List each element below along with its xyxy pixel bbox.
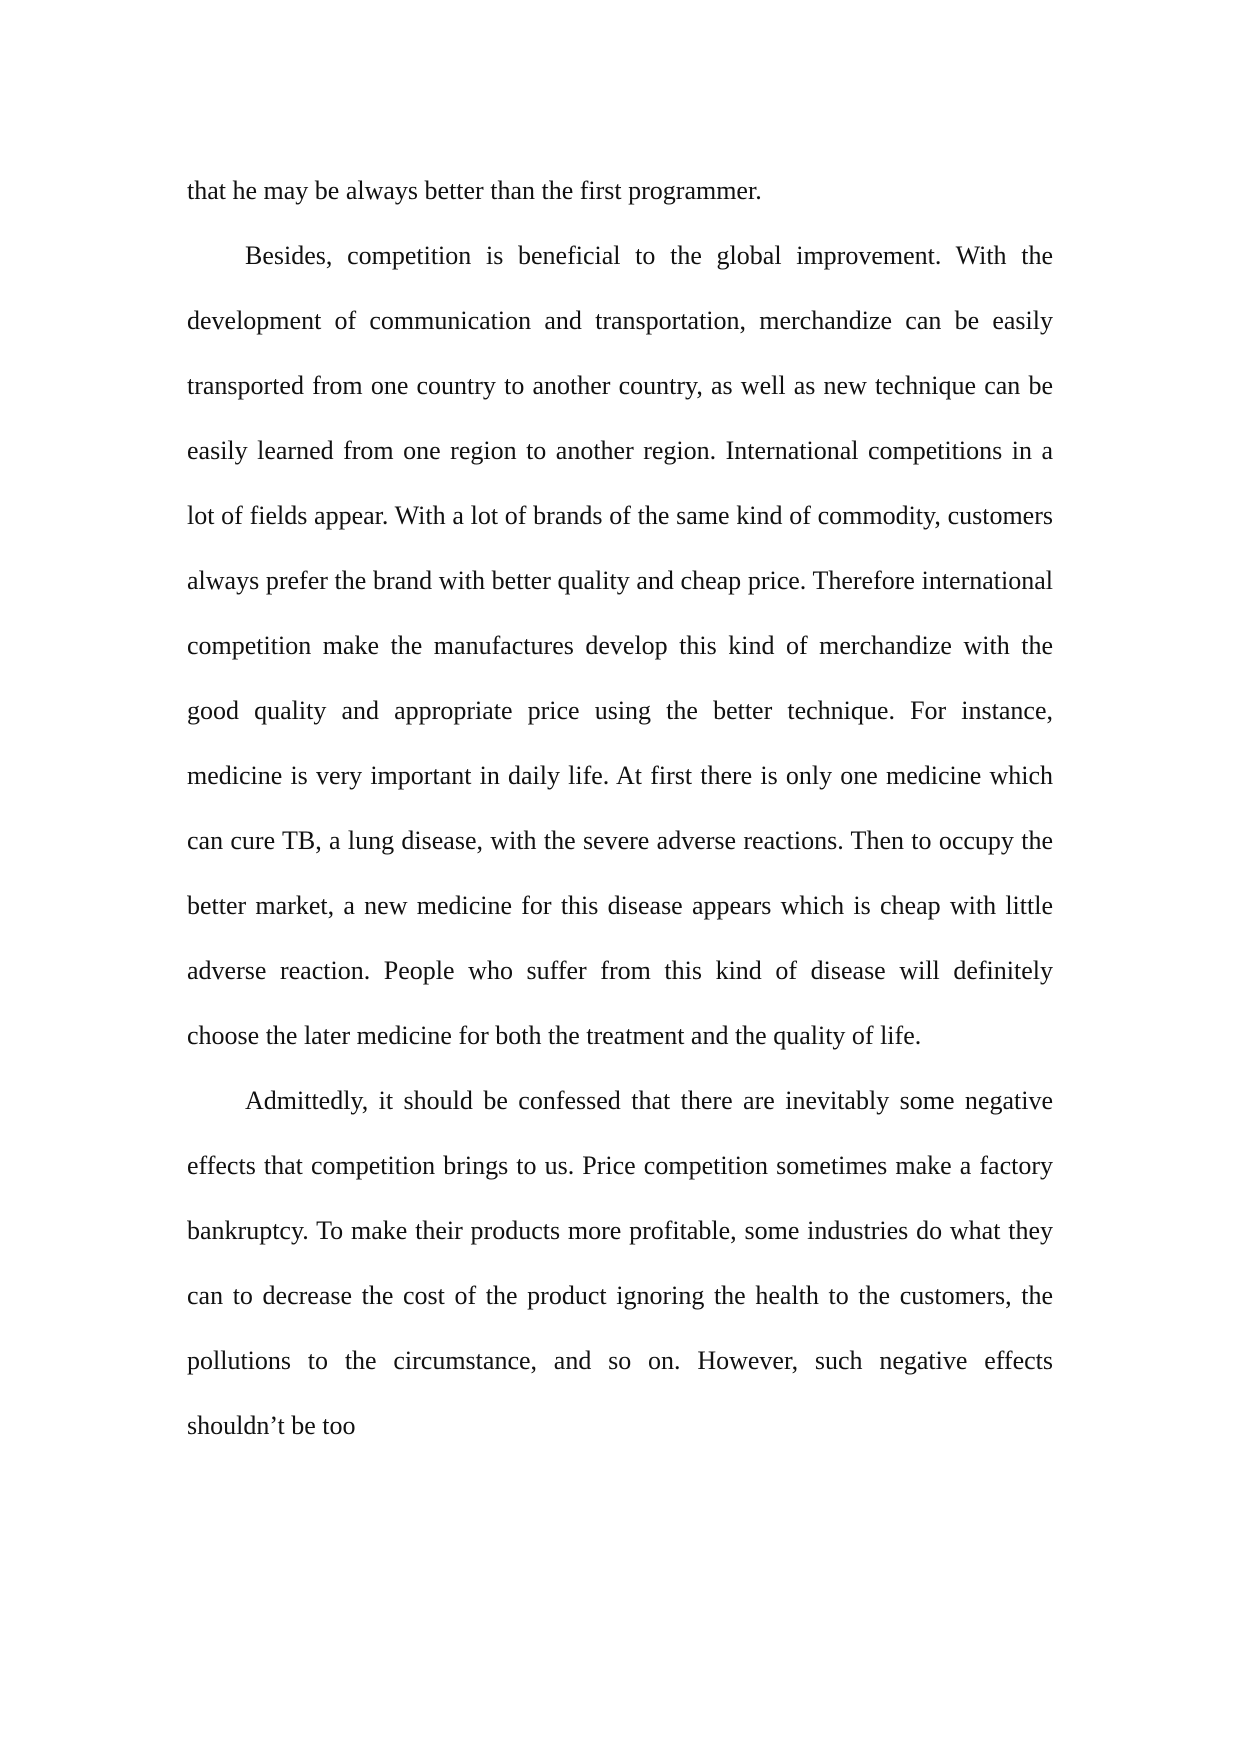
paragraph-negative-effects: Admittedly, it should be confessed that there are inevitably some negative effects that competition brings to us. Price competition sometimes make a factory bankruptcy. To make their products more profitable, some industries do what they can to decrease the cost of the product ignoring the health to the customers, the pollutions to the circumstance, and so on. However, such negative effects shouldn’t be too: [187, 1086, 1053, 1440]
body-text: [187, 158, 1053, 1458]
paragraph-continuation: that he may be always better than the first programmer.: [187, 176, 762, 205]
paragraph-competition-benefits: Besides, competition is beneficial to the global improvement. With the development of communication and transportation, merchandize can be easily transported from one country to another country, as well as new technique can be easily learned from one region to another region. International competitions in a lot of fields appear. With a lot of brands of the same kind of commodity, customers always prefer the brand with better quality and cheap price. Therefore international competition make the manufactures develop this kind of merchandize with the good quality and appropriate price using the better technique. For instance, medicine is very important in daily life. At first there is only one medicine which can cure TB, a lung disease, with the severe adverse reactions. Then to occupy the better market, a new medicine for this disease appears which is cheap with little adverse reaction. People who suffer from this kind of disease will definitely choose the later medicine for both the treatment and the quality of life.: [187, 241, 1053, 1050]
